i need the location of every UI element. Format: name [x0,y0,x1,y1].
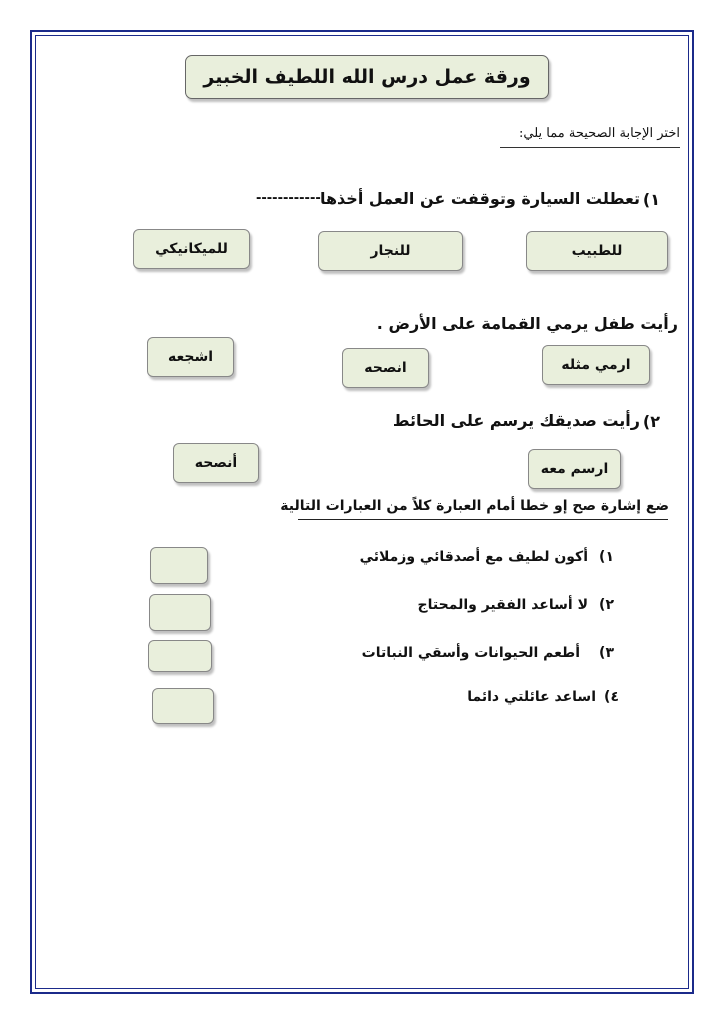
tf-item-2-text: لا أساعد الفقير والمحتاج [417,597,588,613]
q2-number: ٢) [642,412,660,431]
qa-option-encourage-him[interactable]: اشجعه [147,337,234,377]
tf-item-3-answer-box[interactable] [148,640,212,672]
q1-option-doctor[interactable]: للطبيب [526,231,668,271]
tf-item-1-text: أكون لطيف مع أصدقائي وزملائي [359,549,588,565]
qa-text: رأيت طفل يرمي القمامة على الأرض . [376,314,678,333]
q2-text: رأيت صديقك يرسم على الحائط [392,411,640,430]
qa-option-advise-him[interactable]: انصحه [342,348,429,388]
q1-blank: ------------ [256,191,321,206]
tf-item-4-answer-box[interactable] [152,688,214,724]
q1-option-mechanic[interactable]: للميكانيكي [133,229,250,269]
q1-text: تعطلت السيارة وتوقفت عن العمل أخذها [319,189,640,208]
qa-option-throw-like-him[interactable]: ارمي مثله [542,345,650,385]
q1-option-carpenter[interactable]: للنجار [318,231,463,271]
section2-underline [298,519,668,520]
q2-option-draw-with-him[interactable]: ارسم معه [528,449,621,489]
tf-item-3-text: أطعم الحيوانات وأسقي النباتات [361,645,580,661]
tf-item-4-text: اساعد عائلتي دائما [467,689,596,705]
worksheet-title: ورقة عمل درس الله اللطيف الخبير [185,55,549,99]
tf-item-2-number: ٢) [599,597,614,613]
tf-item-2-answer-box[interactable] [149,594,211,631]
tf-item-4-number: ٤) [604,689,619,705]
q2-option-advise-him[interactable]: أنصحه [173,443,259,483]
tf-item-1-number: ١) [599,549,614,565]
q1-number: ١) [642,190,660,209]
instruction-text: اختر الإجابة الصحيحة مما يلي: [519,126,680,141]
tf-item-3-number: ٣) [599,645,614,661]
tf-item-1-answer-box[interactable] [150,547,208,584]
instruction-underline [500,147,680,148]
section2-heading: ضع إشارة صح إو خطا أمام العبارة كلاً من العبارات التالية [280,498,669,514]
